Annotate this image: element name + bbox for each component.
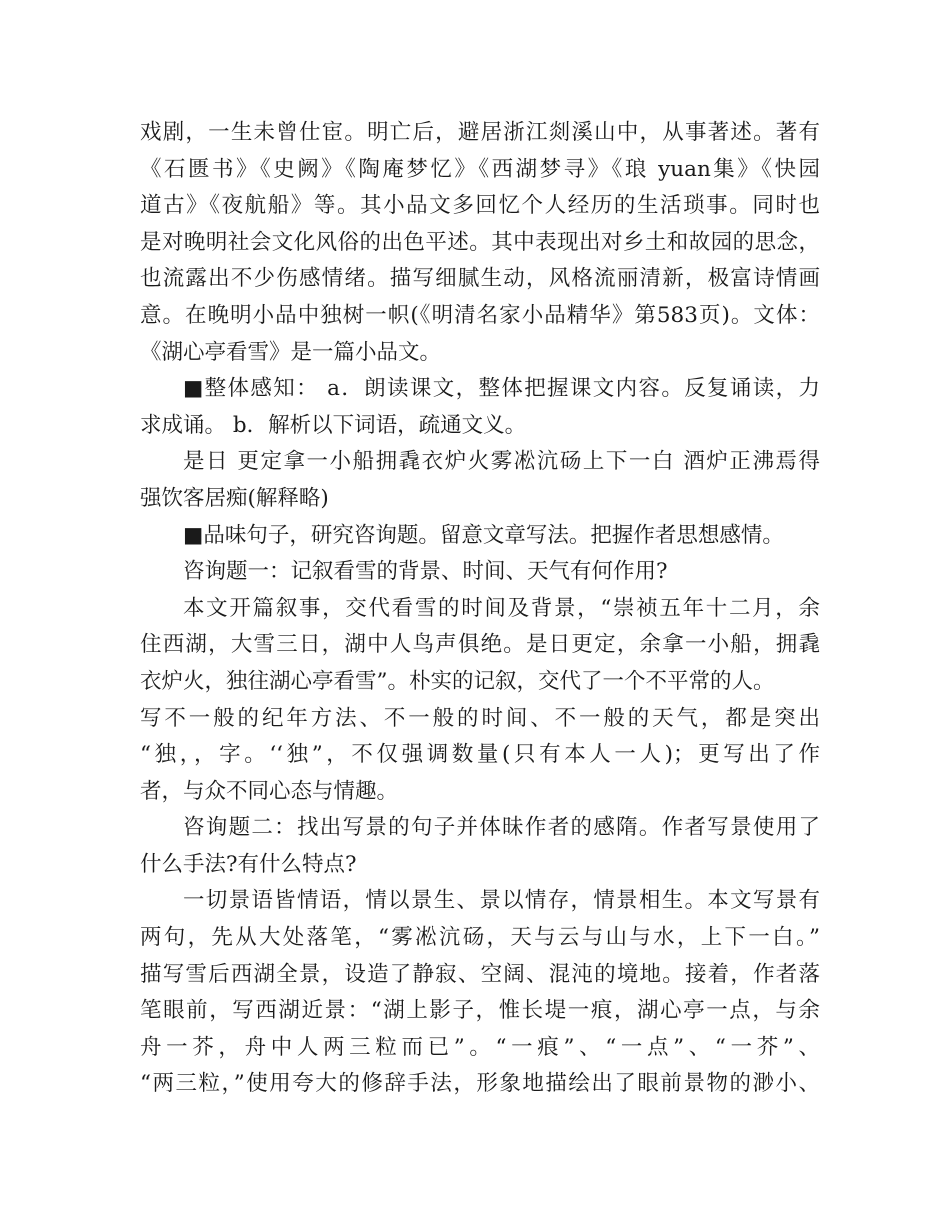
text-line: 《湖心亭看雪》是一篇小品文。: [140, 339, 442, 365]
text-line: 戏剧，一生未曾仕宦。明亡后，避居浙江剡溪山中，从事著述。著有: [140, 120, 820, 145]
document-page: [140, 115, 820, 1103]
text-line: 衣炉火，独往湖心亭看雪”。朴实的记叙，交代了一个不平常的人。: [140, 668, 775, 694]
text-line: 是对晚明社会文化风俗的出色平述。其中表现出对乡土和故园的思念，: [140, 229, 820, 255]
text-line: 者，与众不同心态与情趣。: [140, 778, 399, 804]
text-line: 是日 更定拿一小船拥毳衣炉火雾凇沆砀上下一白 酒炉正沸焉得: [183, 449, 820, 475]
text-line: 道古》《夜航船》等。其小品文多回忆个人经历的生活琐事。同时也: [140, 193, 820, 219]
text-line: 意。在晚明小品中独树一帜(《明清名家小品精华》第583页)。文体：: [140, 302, 820, 328]
text-line: ■整体感知： a．朗读课文，整体把握课文内容。反复诵读，力: [183, 376, 820, 402]
text-line: 两句，先从大处落笔，“雾凇沆砀，天与云与山与水，上下一白。”: [140, 925, 820, 951]
text-line: 一切景语皆情语，情以景生、景以情存，情景相生。本文写景有: [183, 888, 820, 914]
text-line: 写不一般的纪年方法、不一般的时间、不一般的天气，都是突出: [140, 705, 820, 731]
text-line: 强饮客居痴(解释略): [140, 485, 329, 511]
text-line: 舟一芥，舟中人两三粒而已”。“一痕”、“一点”、“一芥”、: [140, 1034, 820, 1060]
text-line: 本文开篇叙事，交代看雪的时间及背景，“崇祯五年十二月，余: [183, 595, 820, 621]
text-line: 也流露出不少伤感情绪。描写细腻生动，风格流丽清新，极富诗情画: [140, 266, 820, 292]
text-line: 求成诵。 b．解析以下词语，疏通文义。: [140, 412, 527, 438]
text-line: “独，，字。‘‘独”，不仅强调数量(只有本人一人)；更写出了作: [140, 742, 820, 768]
text-line: 咨询题二：找出写景的句子并体昧作者的感隋。作者写景使用了: [183, 815, 820, 841]
text-line: 咨询题一：记叙看雪的背景、时间、天气有何作用?: [183, 559, 668, 585]
text-line: ■品味句子，研究咨询题。留意文章写法。把握作者思想感情。: [183, 522, 784, 548]
text-line: 住西湖，大雪三日，湖中人鸟声俱绝。是日更定，余拿一小船，拥毳: [140, 632, 820, 658]
text-line: “两三粒，”使用夸大的修辞手法，形象地描绘出了眼前景物的渺小、: [140, 1071, 820, 1097]
text-line: 《石匮书》《史阙》《陶庵梦忆》《西湖梦寻》《琅 yuan集》《快园: [140, 156, 820, 182]
text-line: 什么手法?有什么特点?: [140, 851, 357, 877]
text-line: 笔眼前，写西湖近景：“湖上影子，惟长堤一痕，湖心亭一点，与余: [140, 998, 820, 1024]
text-line: 描写雪后西湖全景，设造了静寂、空阔、混沌的境地。接着，作者落: [140, 961, 820, 987]
